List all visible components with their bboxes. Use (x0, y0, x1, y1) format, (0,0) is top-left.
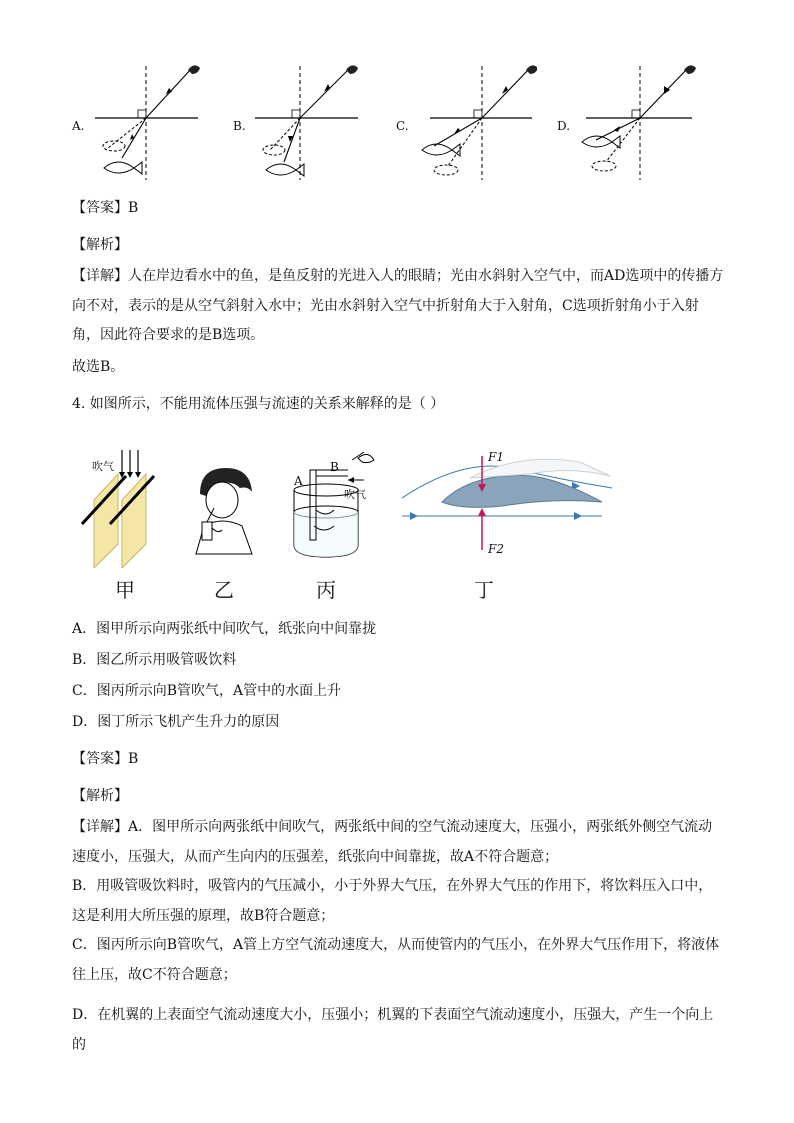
q3-conclusion: 故选B。 (72, 359, 125, 375)
q4-answer: 【答案】B (72, 751, 139, 767)
option-b-label: B. (233, 119, 246, 133)
q3-answer: 【答案】B (72, 200, 139, 216)
figure-ding-force-f1: F1 (488, 450, 504, 464)
figure-bing-blow-text: 吹气 (344, 488, 366, 501)
q3-analysis-heading: 【解析】 (72, 237, 128, 253)
q4-option-c: C．图丙所示向B管吹气，A管中的水面上升 (72, 683, 342, 699)
option-a-label: A. (72, 119, 85, 133)
q4-analysis-heading: 【解析】 (72, 788, 128, 804)
figure-jia-blow-text: 吹气 (92, 460, 114, 473)
option-d-diagram (574, 58, 699, 183)
figure-label-bing: 丙 (316, 578, 336, 602)
figure-label-jia: 甲 (115, 578, 135, 602)
option-b-diagram (250, 58, 365, 183)
option-c-label: C. (396, 119, 409, 133)
option-d-label: D. (557, 119, 571, 133)
figure-bing-tube-a-label: A (294, 474, 303, 488)
figure-label-ding: 丁 (474, 578, 494, 602)
q4-stem: 4. 如图所示，不能用流体压强与流速的关系来解释的是（ ） (72, 396, 445, 412)
q4-option-d: D．图丁所示飞机产生升力的原因 (72, 714, 280, 730)
q4-detail-d: D．在机翼的上表面空气流动速度大小，压强小；机翼的下表面空气流动速度小，压强大，产生一个向上的 (72, 1007, 714, 1053)
figure-label-yi: 乙 (214, 578, 234, 602)
q4-detail-b: B．用吸管吸饮料时，吸管内的气压减小，小于外界大气压，在外界大气压的作用下，将饮料压入口中，这是利用大所压强的原理，故B符合题意； (72, 878, 713, 924)
figure-ding-force-f2: F2 (488, 542, 504, 556)
q4-detail-a: 【详解】A．图甲所示向两张纸中间吹气，两张纸中间的空气流动速度大，压强小，两张纸外侧空气流动速度小，压强大，从而产生向内的压强差，纸张向中间靠拢，故A不符合题意； (72, 819, 713, 865)
option-a-diagram (90, 58, 205, 183)
figure-bing-tube-b-label: B (330, 460, 339, 474)
q4-option-b: B．图乙所示用吸管吸饮料 (72, 652, 237, 668)
q4-detail-c: C．图丙所示向B管吹气，A管上方空气流动速度大，从而使管内的气压小，在外界大气压作用下，将液体往上压，故C不符合题意； (72, 937, 720, 983)
q4-option-a: A．图甲所示向两张纸中间吹气，纸张向中间靠拢 (72, 621, 377, 637)
figure-yi-boy-straw-diagram (192, 466, 258, 556)
option-c-diagram (412, 58, 537, 183)
q3-detail: 【详解】人在岸边看水中的鱼，是鱼反射的光进入人的眼睛；光由水斜射入空气中，而AD选项中的传播方向不对，表示的是从空气斜射入水中；光由水斜射入空气中折射角大于入射角，C选项折射角小于入射角，因此符合要求的是B选项。 (72, 268, 724, 343)
